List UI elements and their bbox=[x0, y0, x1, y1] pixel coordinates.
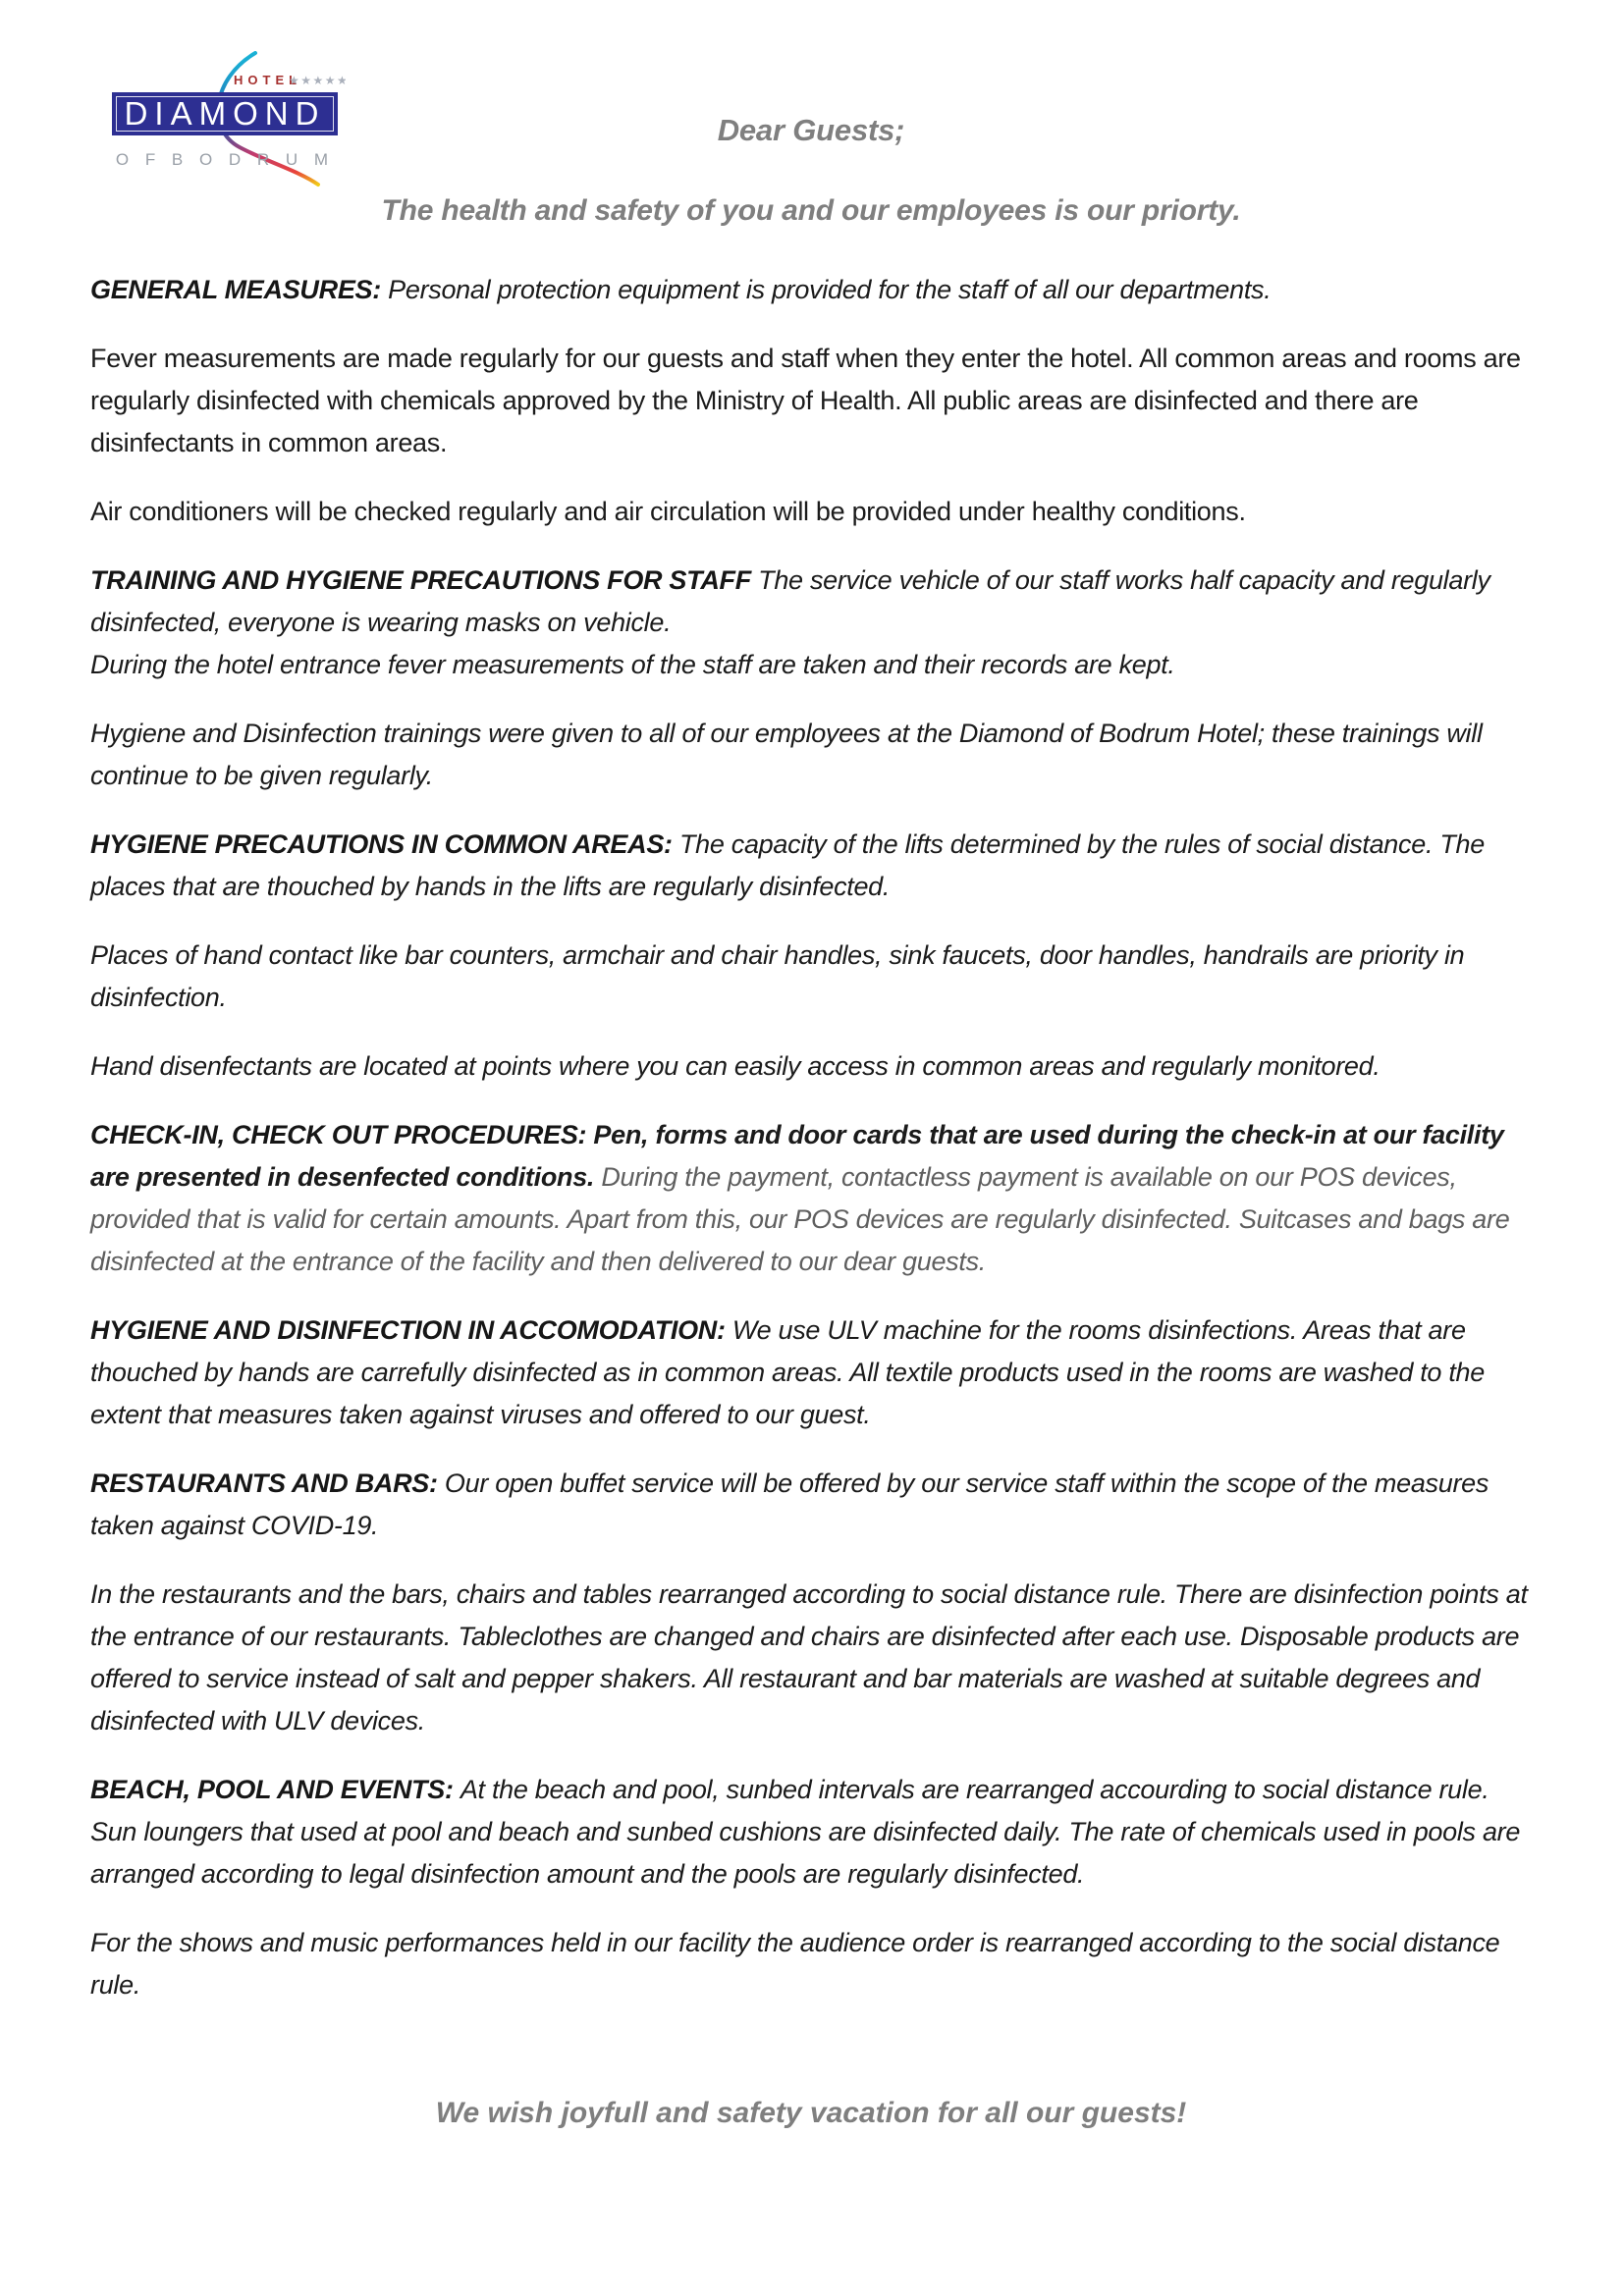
section-text: We use ULV machine for the rooms disinfections. Areas that are thouched by hands are carrefully disinfected as in common areas. All textile products used in the rooms are washed to the extent that measures taken against viruses and offered to our guest. bbox=[90, 1315, 1485, 1429]
section-label: TRAINING AND HYGIENE PRECAUTIONS FOR STAFF bbox=[90, 565, 751, 595]
section-label: GENERAL MEASURES: bbox=[90, 275, 381, 304]
section-text: Our open buffet service will be offered by our service staff within the scope of the measures taken against COVID-19. bbox=[90, 1468, 1489, 1540]
document-body bbox=[90, 269, 1532, 2006]
paragraph-hygiene-accommodation bbox=[90, 1309, 1532, 1436]
section-label: BEACH, POOL AND EVENTS: bbox=[90, 1775, 454, 1804]
hotel-logo bbox=[106, 51, 346, 188]
section-text: The service vehicle of our staff works half capacity and regularly disinfected, everyone is wearing masks on vehicle. bbox=[90, 565, 1490, 637]
paragraph-general-measures bbox=[90, 269, 1532, 311]
paragraph-hygiene-trainings bbox=[90, 713, 1532, 797]
closing-wish-line: We wish joyfull and safety vacation for all our guests! bbox=[435, 2097, 1187, 2129]
section-text: In the restaurants and the bars, chairs and tables rearranged according to social distance rule. There are disinfection points at the entrance of our restaurants. Tableclothes are changed and chairs are disinfected after each use. Disposable products are offered to service instead of salt and pepper shakers. All restaurant and bar materials are washed at suitable degrees and disinfected with ULV devices. bbox=[90, 1579, 1528, 1735]
paragraph-hand-disinfectants bbox=[90, 1045, 1532, 1088]
paragraph-restaurants-bars bbox=[90, 1463, 1532, 1547]
section-text-line2: During the hotel entrance fever measurements of the staff are taken and their records are kept. bbox=[90, 650, 1175, 679]
section-text: The capacity of the lifts determined by the rules of social distance. The places that are thouched by hands in the lifts are regularly disinfected. bbox=[90, 829, 1485, 901]
paragraph-restaurants-detail bbox=[90, 1574, 1532, 1742]
section-text: Air conditioners will be checked regularly and air circulation will be provided under healthy conditions. bbox=[90, 497, 1246, 526]
section-text: Personal protection equipment is provided for the staff of all our departments. bbox=[388, 275, 1272, 304]
logo-hotel-word: HOTEL bbox=[234, 73, 302, 87]
section-label: CHECK-IN, CHECK OUT PROCEDURES: bbox=[90, 1120, 587, 1149]
paragraph-checkin-checkout bbox=[90, 1114, 1532, 1283]
paragraph-air-conditioners bbox=[90, 491, 1532, 533]
logo-name-text: DIAMOND bbox=[124, 95, 326, 132]
paragraph-hygiene-common-areas bbox=[90, 824, 1532, 908]
section-text-bold: Pen, forms and door cards that are used during the check-in at our facility are presented in desenfected conditions. bbox=[90, 1120, 1504, 1192]
section-text: Hygiene and Disinfection trainings were given to all of our employees at the Diamond of Bodrum Hotel; these trainings will continue to be given regularly. bbox=[90, 719, 1483, 790]
diamond-of-bodrum-logo-graphic bbox=[106, 51, 346, 188]
document-content bbox=[0, 113, 1624, 2130]
section-text: Hand disenfectants are located at points where you can easily access in common areas and regularly monitored. bbox=[90, 1051, 1380, 1081]
section-label: HYGIENE PRECAUTIONS IN COMMON AREAS: bbox=[90, 829, 673, 859]
paragraph-shows-performances bbox=[90, 1922, 1532, 2006]
section-label: HYGIENE AND DISINFECTION IN ACCOMODATION: bbox=[90, 1315, 726, 1345]
section-text: Fever measurements are made regularly for our guests and staff when they enter the hotel. All common areas and rooms are regularly disinfected with chemicals approved by the Ministry of Health. All public areas are disinfected and there are disinfectants in common areas. bbox=[90, 344, 1521, 457]
section-text: Places of hand contact like bar counters, armchair and chair handles, sink faucets, door handles, handrails are priority in disinfection. bbox=[90, 940, 1465, 1012]
logo-subtitle-text: O F B O D R U M bbox=[115, 150, 335, 169]
section-text: At the beach and pool, sunbed intervals are rearranged accourding to social distance rule. Sun loungers that used at pool and beach and sunbed cushions are disinfected daily. The rate of chemicals used in pools are arranged according to legal disinfection amount and the pools are regularly disinfected. bbox=[90, 1775, 1521, 1889]
paragraph-fever-measurements bbox=[90, 338, 1532, 464]
section-text-gray: During the payment, contactless payment is available on our POS devices, provided that is valid for certain amounts. Apart from this, our POS devices are regularly disinfected. Suitcases and bags are disinfected at the entrance of the facility and then delivered to our dear guests. bbox=[90, 1162, 1510, 1276]
paragraph-beach-pool-events bbox=[90, 1769, 1532, 1896]
logo-stars-icon: ★★★★★ bbox=[289, 74, 346, 87]
health-safety-line: The health and safety of you and our employees is our priorty. bbox=[381, 194, 1241, 227]
greeting-line: Dear Guests; bbox=[717, 113, 905, 147]
section-text: For the shows and music performances held in our facility the audience order is rearranged according to the social distance rule. bbox=[90, 1928, 1500, 2000]
section-label: RESTAURANTS AND BARS: bbox=[90, 1468, 438, 1498]
paragraph-hand-contact bbox=[90, 934, 1532, 1019]
paragraph-training-hygiene-staff bbox=[90, 560, 1532, 686]
